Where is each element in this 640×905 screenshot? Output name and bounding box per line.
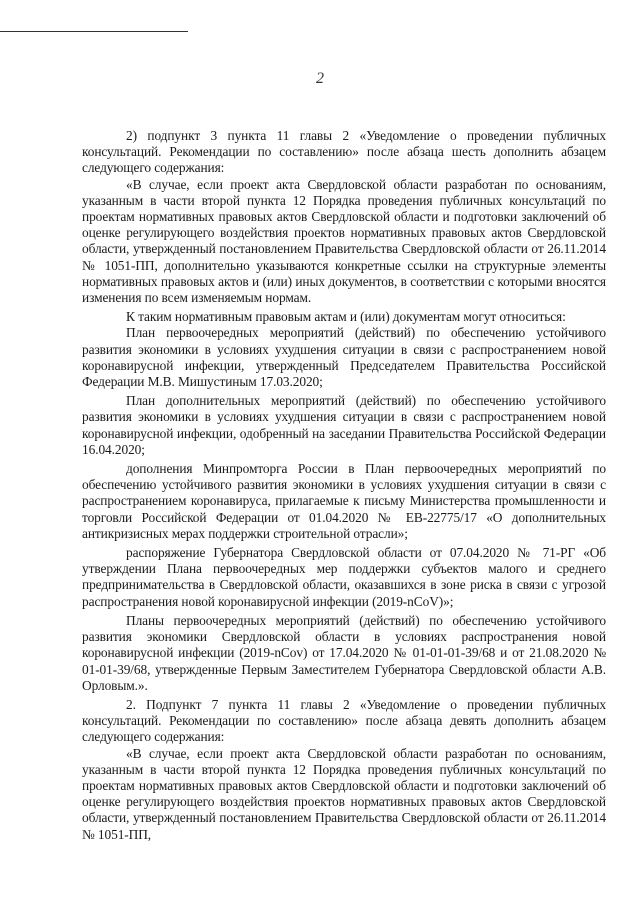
- paragraph: План первоочередных мероприятий (действий) по обеспечению устойчивого развития экономики в условиях ухудшения ситуации в связи с распространением новой коронавирусной инфекции, утвержденный Председателем Правительства Российской Федерации М.В. Мишустиным 17.03.2020;: [82, 325, 606, 390]
- paragraph: 2. Подпункт 7 пункта 11 главы 2 «Уведомление о проведении публичных консультаций. Рекомендации по составлению» после абзаца девять дополнить абзацем следующего содержания:: [82, 696, 606, 745]
- page-number: 2: [316, 70, 324, 87]
- paragraph: 2) подпункт 3 пункта 11 главы 2 «Уведомление о проведении публичных консультаций. Рекомендации по составлению» после абзаца шесть дополнить абзацем следующего содержания:: [82, 128, 606, 176]
- paragraph: Планы первоочередных мероприятий (действий) по обеспечению устойчивого развития экономики Свердловской области в условиях распространения новой коронавирусной инфекции (2019-nCov) от 17.04.2020 № 01-01-01-39/68 и от 21.08.2020 № 01-01-39/68, утвержденные Первым Заместителем Губернатора Свердловской области А.В. Орловым.».: [82, 612, 606, 693]
- header-rule: [0, 31, 188, 32]
- paragraph: К таким нормативным правовым актам и (или) документам могут относиться:: [126, 309, 566, 325]
- paragraph: распоряжение Губернатора Свердловской области от 07.04.2020 № 71-РГ «Об утверждении Плана первоочередных мер поддержки субъектов малого и среднего предпринимательства в Свердловской области, оказавшихся в зоне риска в связи с угрозой распространения новой коронавирусной инфекции (2019-nCoV)»;: [82, 545, 606, 609]
- document-body: [82, 128, 606, 843]
- paragraph: «В случае, если проект акта Свердловской области разработан по основаниям, указанным в части второй пункта 12 Порядка проведения публичных консультаций по проектам нормативных правовых актов Свердловской области и подготовки заключений об оценке регулирующего воздействия проектов нормативных правовых актов Свердловской области, утвержденный постановлением Правительства Свердловской области от 26.11.2014 № 1051-ПП,: [82, 745, 606, 842]
- paragraph: «В случае, если проект акта Свердловской области разработан по основаниям, указанным в части второй пункта 12 Порядка проведения публичных консультаций по проектам нормативных правовых актов Свердловской области и подготовки заключений об оценке регулирующего воздействия проектов нормативных правовых актов Свердловской области, утвержденный постановлением Правительства Свердловской области от 26.11.2014 № 1051-ПП, дополнительно указываются конкретные ссылки на структурные элементы нормативных правовых актов и (или) иных документов, в соответствии с которыми вносятся изменения по всем изменяемым нормам.: [82, 176, 606, 306]
- paragraph: План дополнительных мероприятий (действий) по обеспечению устойчивого развития экономики в условиях ухудшения ситуации в связи с распространением новой коронавирусной инфекции, одобренный на заседании Правительства Российской Федерации 16.04.2020;: [82, 393, 606, 457]
- paragraph: дополнения Минпромторга России в План первоочередных мероприятий по обеспечению устойчивого развития экономики в условиях ухудшения ситуации в связи с распространением коронавируса, прилагаемые к письму Министерства промышленности и торговли Российской Федерации от 01.04.2020 № ЕВ-22775/17 «О дополнительных антикризисных мерах поддержки строительной отрасли»;: [82, 461, 606, 541]
